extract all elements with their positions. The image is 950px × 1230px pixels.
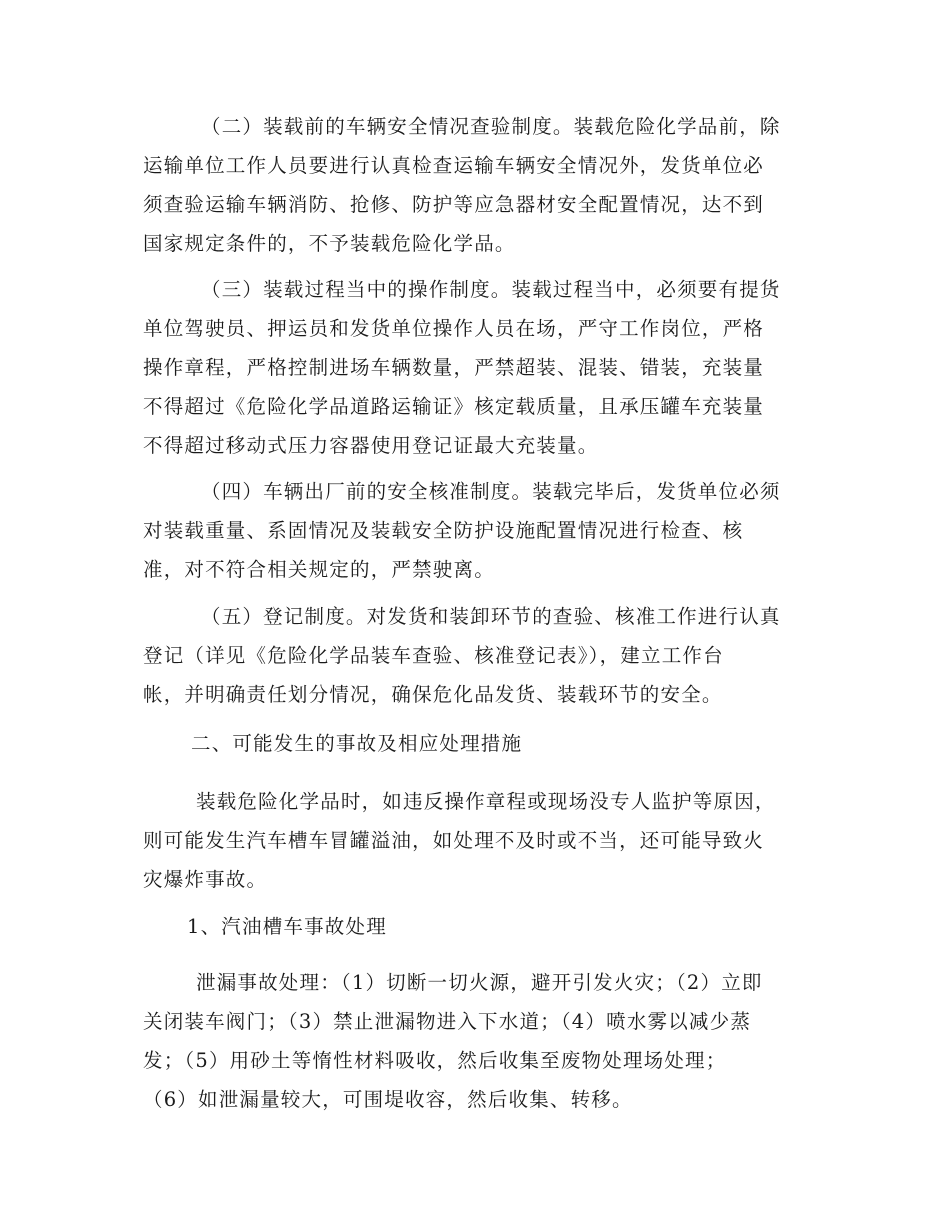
text-line: 灾爆炸事故。 [143, 868, 268, 891]
text-line: 不得超过移动式压力容器使用登记证最大充装量。 [143, 434, 599, 457]
paragraph-leak-handling [143, 963, 813, 1119]
paragraph-registration [143, 597, 813, 714]
text-line: 登记（详见《危险化学品装车查验、核准登记表》），建立工作台 [143, 644, 724, 667]
subheading-tanker-accident: 1、汽油槽车事故处理 [187, 915, 387, 938]
text-line: 对装载重量、系固情况及装载安全防护设施配置情况进行检查、核 [143, 519, 744, 542]
text-line: 则可能发生汽车槽车冒罐溢油，如处理不及时或不当，还可能导致火 [143, 829, 765, 852]
paragraph-vehicle-inspection [143, 107, 813, 263]
text-line: 运输单位工作人员要进行认真检查运输车辆安全情况外，发货单位必 [143, 154, 765, 177]
paragraph-loading-operation [143, 270, 813, 465]
text-line: 须查验运输车辆消防、抢修、防护等应急器材安全配置情况，达不到 [143, 193, 765, 216]
text-line: 准，对不符合相关规定的，严禁驶离。 [143, 558, 495, 581]
text-line: 泄漏事故处理：（1）切断一切火源，避开引发火灾；（2）立即 [196, 971, 763, 994]
text-line: 关闭装车阀门；（3）禁止泄漏物进入下水道；（4）喷水雾以减少蒸 [143, 1010, 752, 1033]
paragraph-exit-approval [143, 472, 813, 589]
section-heading: 二、可能发生的事故及相应处理措施 [191, 732, 523, 755]
text-line: 国家规定条件的，不予装载危险化学品。 [143, 232, 516, 255]
text-line: 单位驾驶员、押运员和发货单位操作人员在场，严守工作岗位，严格 [143, 317, 765, 340]
text-line: （6）如泄漏量较大，可围堤收容，然后收集、转移。 [143, 1088, 633, 1111]
text-line: 操作章程，严格控制进场车辆数量，严禁超装、混装、错装，充装量 [143, 356, 765, 379]
text-line: （二）装载前的车辆安全情况查验制度。装载危险化学品前，除 [201, 115, 781, 138]
text-line: （四）车辆出厂前的安全核准制度。装载完毕后，发货单位必须 [201, 480, 781, 503]
paragraph-possible-accidents [143, 782, 813, 899]
text-line: （三）装载过程当中的操作制度。装载过程当中，必须要有提货 [201, 278, 781, 301]
text-line: 装载危险化学品时，如违反操作章程或现场没专人监护等原因， [196, 790, 776, 813]
text-line: （五）登记制度。对发货和装卸环节的查验、核准工作进行认真 [201, 605, 781, 628]
text-line: 发；（5）用砂土等惰性材料吸收，然后收集至废物处理场处理； [143, 1049, 727, 1072]
text-line: 不得超过《危险化学品道路运输证》核定载质量，且承压罐车充装量 [143, 395, 765, 418]
text-line: 帐，并明确责任划分情况，确保危化品发货、装载环节的安全。 [143, 683, 723, 706]
